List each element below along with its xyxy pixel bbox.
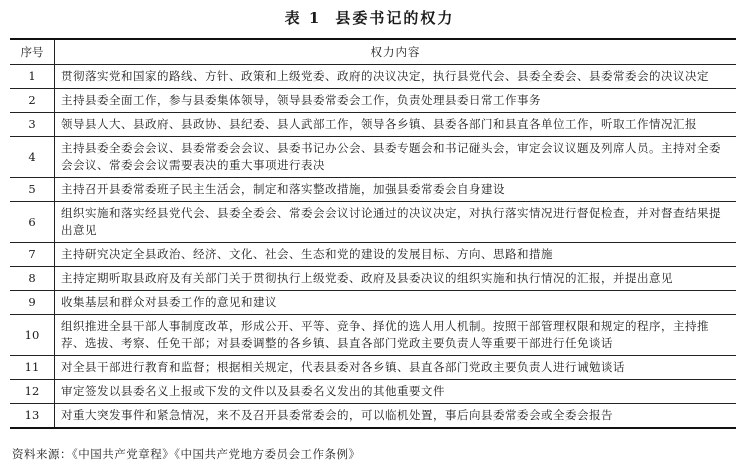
row-content: 主持召开县委常委班子民主生活会，制定和落实整改措施，加强县委常委会自身建设 <box>55 178 737 202</box>
table-row <box>10 202 736 243</box>
row-content: 主持定期听取县政府及有关部门关于贯彻执行上级党委、政府及县委决议的组织实施和执行情况的汇报，并提出意见 <box>55 267 737 291</box>
row-number: 11 <box>10 356 55 380</box>
row-number: 1 <box>10 65 55 89</box>
row-content: 对重大突发事件和紧急情况，来不及召开县委常委会的，可以临机处置，事后向县委常委会或全委会报告 <box>55 404 737 429</box>
header-content: 权力内容 <box>55 39 737 65</box>
row-content: 领导县人大、县政府、县政协、县纪委、县人武部工作，领导各乡镇、县委各部门和县直各单位工作，听取工作情况汇报 <box>55 113 737 137</box>
table-row <box>10 137 736 178</box>
row-number: 5 <box>10 178 55 202</box>
table-row <box>10 291 736 315</box>
row-content: 审定签发以县委名义上报或下发的文件以及县委名义发出的其他重要文件 <box>55 380 737 404</box>
row-number: 8 <box>10 267 55 291</box>
table-row <box>10 315 736 356</box>
row-number: 3 <box>10 113 55 137</box>
table-row <box>10 89 736 113</box>
table-row <box>10 178 736 202</box>
header-number: 序号 <box>10 39 55 65</box>
table-row <box>10 380 736 404</box>
power-table <box>10 38 736 429</box>
row-content: 组织推进全县干部人事制度改革，形成公开、平等、竞争、择优的选人用人机制。按照干部管理权限和规定的程序，主持推荐、选拔、考察、任免干部；对县委调整的各乡镇、县直各部门党政主要负责人等重要干部进行任免谈话 <box>55 315 737 356</box>
row-content: 贯彻落实党和国家的路线、方针、政策和上级党委、政府的决议决定，执行县党代会、县委全委会、县委常委会的决议决定 <box>55 65 737 89</box>
table-row <box>10 243 736 267</box>
row-number: 9 <box>10 291 55 315</box>
table-row <box>10 267 736 291</box>
row-number: 2 <box>10 89 55 113</box>
table-caption: 县委书记的权力 <box>335 9 455 27</box>
table-title <box>0 8 739 28</box>
source-note: 资料来源：《中国共产党章程》《中国共产党地方委员会工作条例》 <box>12 447 361 461</box>
row-content: 主持县委全委会会议、县委常委会会议、县委书记办公会、县委专题会和书记碰头会，审定会议议题及列席人员。主持对全委会会议、常委会会议需要表决的重大事项进行表决 <box>55 137 737 178</box>
row-number: 4 <box>10 137 55 178</box>
row-content: 主持县委全面工作，参与县委集体领导，领导县委常委会工作，负责处理县委日常工作事务 <box>55 89 737 113</box>
row-content: 组织实施和落实经县党代会、县委全委会、常委会会议讨论通过的决议决定，对执行落实情况进行督促检查，并对督查结果提出意见 <box>55 202 737 243</box>
table-row <box>10 65 736 89</box>
table-row <box>10 113 736 137</box>
table-label: 表 1 <box>284 9 322 27</box>
row-number: 10 <box>10 315 55 356</box>
row-content: 收集基层和群众对县委工作的意见和建议 <box>55 291 737 315</box>
row-number: 7 <box>10 243 55 267</box>
row-number: 6 <box>10 202 55 243</box>
row-content: 对全县干部进行教育和监督；根据相关规定，代表县委对各乡镇、县直各部门党政主要负责人进行诫勉谈话 <box>55 356 737 380</box>
row-content: 主持研究决定全县政治、经济、文化、社会、生态和党的建设的发展目标、方向、思路和措施 <box>55 243 737 267</box>
table-row <box>10 404 736 429</box>
row-number: 12 <box>10 380 55 404</box>
table-header-row <box>10 39 736 65</box>
row-number: 13 <box>10 404 55 429</box>
table-row <box>10 356 736 380</box>
